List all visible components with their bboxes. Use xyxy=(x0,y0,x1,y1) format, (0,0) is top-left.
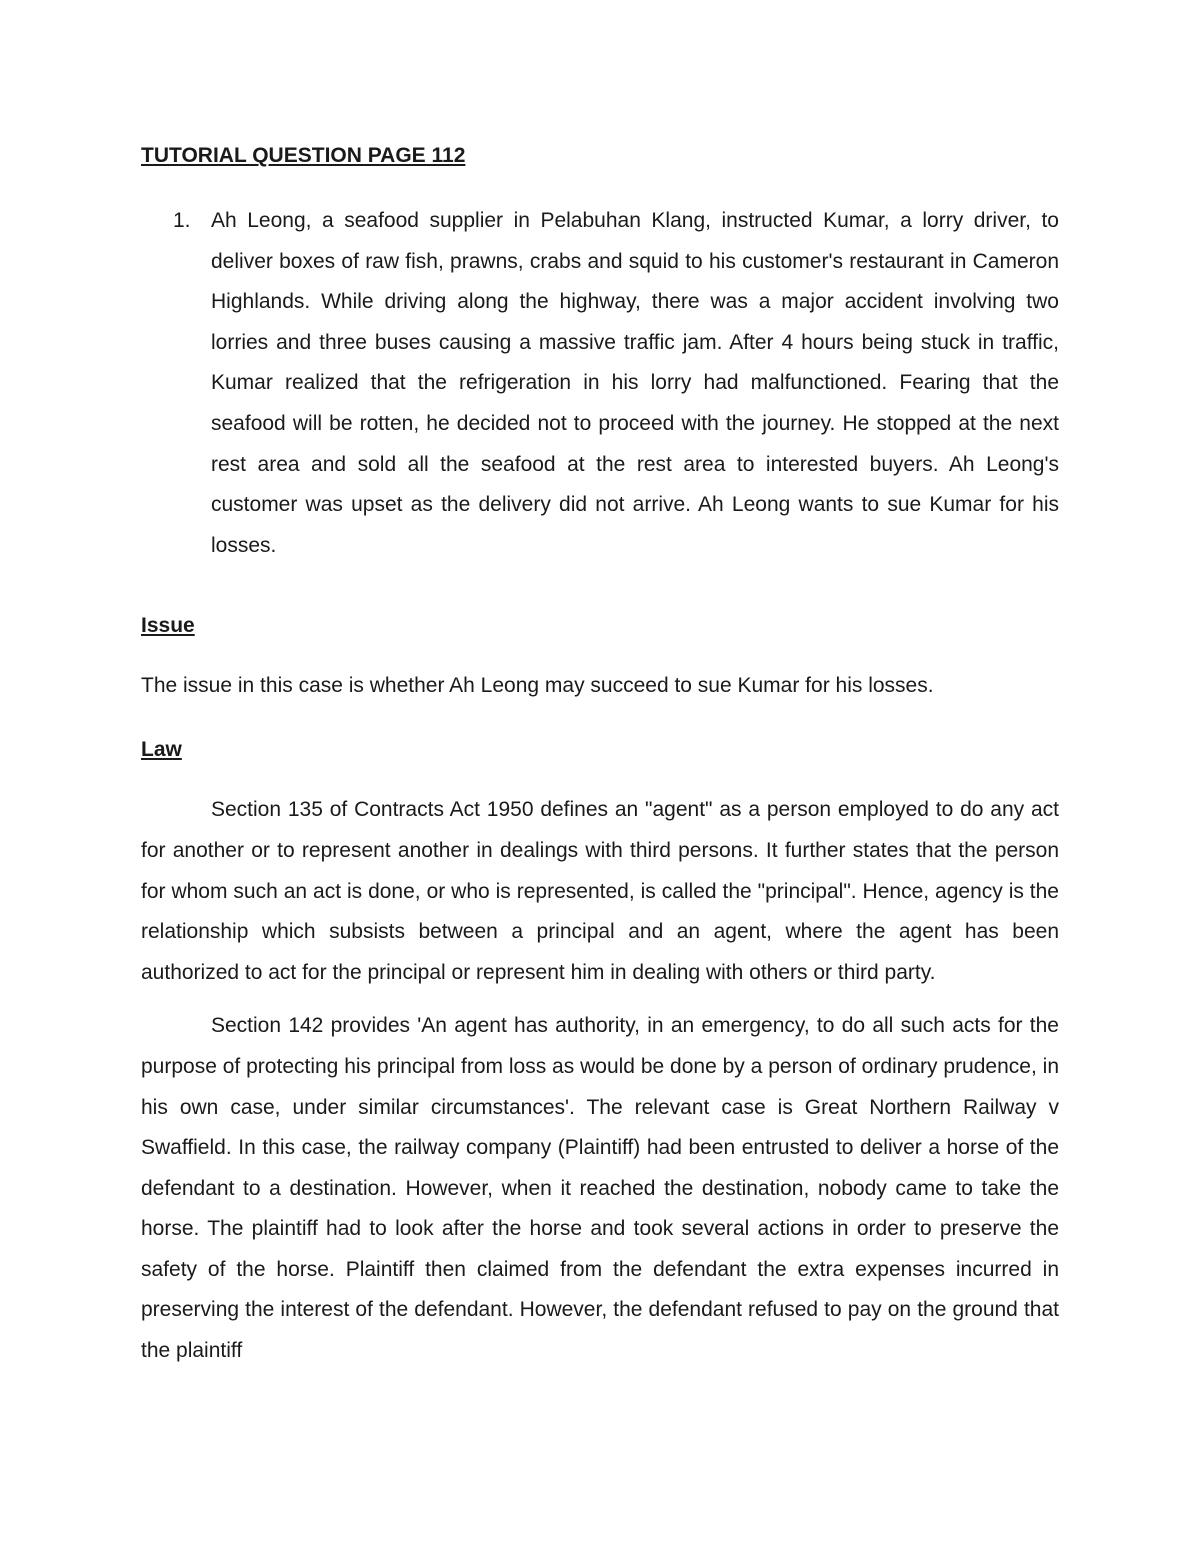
law-paragraph: Section 142 provides 'An agent has authority, in an emergency, to do all such acts for the purpose of protecting his principal from loss as would be done by a person of ordinary prudence, in his own case, under similar circumstances'. The relevant case is Great Northern Railway v Swaffield. In this case, the railway company (Plaintiff) had been entrusted to deliver a horse of the defendant to a destination. However, when it reached the destination, nobody came to take the horse. The plaintiff had to look after the horse and took several actions in order to preserve the safety of the horse. Plaintiff then claimed from the defendant the extra expenses incurred in preserving the interest of the defendant. However, the defendant refused to pay on the ground that the plaintiff xyxy=(141,1014,1059,1363)
question-text: Ah Leong, a seafood supplier in Pelabuhan Klang, instructed Kumar, a lorry driver, to deliver boxes of raw fish, prawns, crabs and squid to his customer's restaurant in Cameron Highlands. While driving along the highway, there was a major accident involving two lorries and three buses causing a massive traffic jam. After 4 hours being stuck in traffic, Kumar realized that the refrigeration in his lorry had malfunctioned. Fearing that the seafood will be rotten, he decided not to proceed with the journey. He stopped at the next rest area and sold all the seafood at the rest area to interested buyers. Ah Leong's customer was upset as the delivery did not arrive. Ah Leong wants to sue Kumar for his losses. xyxy=(211,209,1059,557)
question-number: 1. xyxy=(173,209,191,232)
document-title: TUTORIAL QUESTION PAGE 112 xyxy=(141,144,466,167)
document-page xyxy=(141,140,1059,1372)
law-paragraph: Section 135 of Contracts Act 1950 defines an "agent" as a person employed to do any act for another or to represent another in dealings with third persons. It further states that the person for whom such an act is done, or who is represented, is called the "principal". Hence, agency is the relationship which subsists between a principal and an agent, where the agent has been authorized to act for the principal or represent him in dealing with others or third party. xyxy=(141,798,1059,984)
question-item xyxy=(141,201,1059,566)
law-heading: Law xyxy=(141,738,182,762)
issue-heading: Issue xyxy=(141,614,195,638)
issue-text: The issue in this case is whether Ah Leong may succeed to sue Kumar for his losses. xyxy=(141,674,934,698)
